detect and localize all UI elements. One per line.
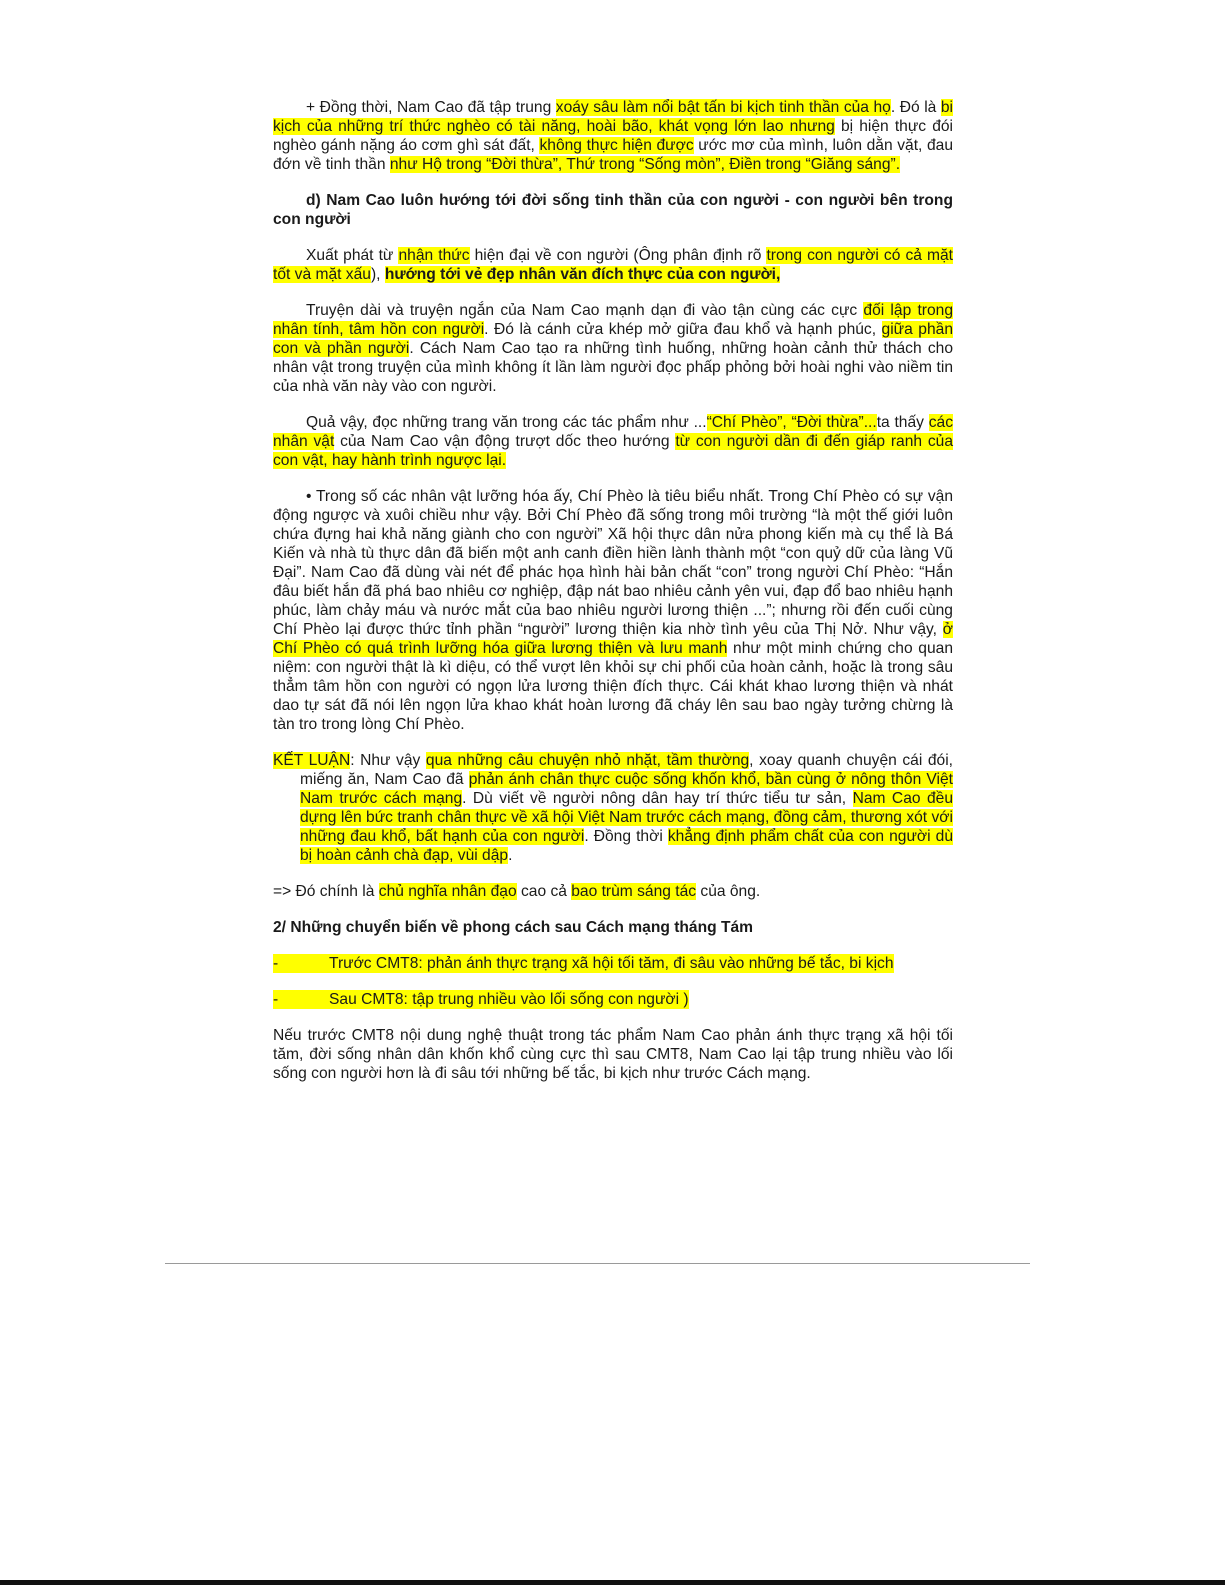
highlighted-text: bi kịch của những trí thức nghèo có tài năng, hoài bão, khát vọng lớn lao nhưng (273, 99, 954, 135)
text-run: + Đồng thời, Nam Cao đã tập trung (306, 99, 556, 116)
bullet-sau-cmt8 (273, 990, 953, 1009)
highlighted-text: khẳng định phẩm chất của con người dù bị hoàn cảnh chà đạp, vùi dập (300, 828, 953, 864)
paragraph-summary: Nếu trước CMT8 nội dung nghệ thuật trong tác phẩm Nam Cao phản ánh thực trạng xã hội tối tăm, đời sống nhân dân khốn khổ cùng cực thì sau CMT8, Nam Cao lại tập trung nhiều vào lối sống con người hơn là đi sâu tới những bế tắc, bi kịch như trước Cách mạng. (273, 1027, 953, 1082)
text-run: • Trong số các nhân vật lưỡng hóa ấy, Chí Phèo là tiêu biểu nhất. Trong Chí Phèo có sự vận động ngược và xuôi chiều như vậy. Bởi Chí Phèo đã sống trong môi trường “là một thế giới luôn chứa đựng hai khả năng giành cho con người” Xã hội thực dân nửa phong kiến mà cụ thể là Bá Kiến và nhà tù thực dân đã biến một anh canh điền hiền lành thành một “con quỷ dữ của làng Vũ Đại”. Nam Cao đã dùng vài nét để phác họa hình hài bản chất “con” trong người Chí Phèo: “Hắn đâu biết hắn đã phá bao nhiêu cơ nghiệp, đập nát bao nhiêu cảnh yên vui, đạp đổ bao nhiêu hạnh phúc, làm chảy máu và nước mắt của bao nhiêu người lương thiện ...”; nhưng rồi đến cuối cùng Chí Phèo lại được thức tỉnh phần “người” lương thiện kia nhờ tình yêu của Thị Nở. Như vậy, (273, 488, 953, 638)
bullet-dash: - (273, 991, 279, 1008)
paragraph-chi-pheo (273, 487, 953, 734)
text-run: Truyện dài và truyện ngắn của Nam Cao mạnh dạn đi vào tận cùng các cực (306, 302, 864, 319)
text-run: ta thấy (876, 414, 929, 431)
page-bottom-edge (0, 1580, 1225, 1585)
text-run: , xoay quanh chuyện cái đói, miếng ăn, Nam Cao đã (300, 752, 954, 788)
highlighted-text: chủ nghĩa nhân đạo (378, 883, 517, 900)
text-run: . Đó là cánh cửa khép mở giữa đau khổ và hạnh phúc, (484, 321, 882, 338)
highlighted-bold-text: hướng tới vẻ đẹp nhân văn đích thực của con người, (384, 266, 781, 283)
highlighted-text: Nam Cao đều (852, 790, 953, 807)
paragraph-ket-luan (273, 751, 953, 865)
highlighted-text: “Chí Phèo”, “Đời thừa”... (706, 414, 877, 431)
text-run: bị hiện thực đói nghèo gánh nặng áo cơm ghì sát đất, (273, 118, 954, 154)
highlighted-text: xoáy sâu làm nổi bật tấn bi kịch tinh thần của họ (555, 99, 891, 116)
text-run: Quả vậy, đọc những trang văn trong các tác phẩm như ... (306, 414, 707, 431)
text-run: của ông. (696, 883, 761, 900)
document-body (273, 98, 953, 1100)
section-heading-2: 2/ Những chuyển biến về phong cách sau Cách mạng tháng Tám (273, 919, 754, 936)
highlighted-text: không thực hiện được (539, 137, 694, 154)
text-run: . (508, 847, 513, 864)
bullet-text: Sau CMT8: tập trung nhiều vào lối sống con người ) (329, 991, 689, 1008)
text-run: ước mơ của mình, luôn dằn vặt, đau đớn về tinh thần (273, 137, 954, 173)
highlighted-text: phản ánh chân thực cuộc sống khốn khổ, bần cùng ở nông thôn Việt Nam trước cách mạng (300, 771, 954, 807)
highlighted-text: các nhân vật (273, 414, 953, 450)
text-run: của Nam Cao vận động trượt dốc theo hướng (334, 433, 676, 450)
bullet-truoc-cmt8 (273, 954, 953, 973)
highlighted-text: từ con người dần đi đến giáp ranh của con vật, hay hành trình ngược lại. (273, 433, 953, 469)
paragraph-truyen-dai (273, 301, 953, 396)
text-run: . Đó là (890, 99, 941, 116)
highlighted-text: qua những câu chuyện nhỏ nhặt, tầm thường (425, 752, 750, 769)
text-run: => Đó chính là (273, 883, 379, 900)
text-run: . Đồng thời (584, 828, 668, 845)
highlighted-text: trong con người có cả mặt tốt và mặt xấu (273, 247, 954, 283)
paragraph-nhan-dao (273, 882, 953, 901)
highlighted-text: ở Chí Phèo có quá trình lưỡng hóa giữa lương thiện và lưu manh (273, 621, 953, 657)
text-run: . Cách Nam Cao tạo ra những tình huống, những hoàn cảnh thử thách cho nhân vật trong truyện của mình không ít lần làm người đọc phấp phỏng bởi hoài nghi vào niềm tin của nhà văn này vào con người. (273, 340, 953, 395)
text-run: hiện đại về con người (Ông phân định rõ (469, 247, 767, 264)
text-run: : Như vậy (350, 752, 426, 769)
text-run: cao cả (516, 883, 572, 900)
paragraph-qua-vay (273, 413, 953, 470)
paragraph-bi-kich-tinh-than (273, 98, 953, 174)
text-run: Xuất phát từ (306, 247, 399, 264)
footer-rule (165, 1263, 1030, 1264)
highlighted-text: nhận thức (398, 247, 470, 264)
highlighted-text: như Hộ trong “Đời thừa”, Thứ trong “Sống mòn”, Điền trong “Giăng sáng”. (389, 156, 901, 173)
section-heading-d: d) Nam Cao luôn hướng tới đời sống tinh thần của con người - con người bên trong con người (273, 192, 953, 228)
conclusion-label: KẾT LUẬN (273, 752, 351, 769)
highlighted-text: giữa phần con và phần người (273, 321, 953, 357)
highlighted-text: đối lập trong nhân tính, tâm hồn con người (273, 302, 953, 338)
text-run: . Dù viết về người nông dân hay trí thức tiểu tư sản, (462, 790, 853, 807)
highlighted-text: dựng lên bức tranh chân thực về xã hội Việt Nam trước cách mạng, đồng cảm, thương xót với những đau khổ, bất hạnh của con người (300, 809, 953, 845)
highlighted-text: bao trùm sáng tác (571, 883, 697, 900)
bullet-dash: - (273, 955, 279, 972)
bullet-text: Trước CMT8: phản ánh thực trạng xã hội tối tăm, đi sâu vào những bế tắc, bi kịch (329, 955, 894, 972)
text-run: ), (370, 266, 385, 283)
text-run: như một minh chứng cho quan niệm: con người thật là kì diệu, có thể vượt lên khỏi sự chi phối của hoàn cảnh, hoặc là trong sâu thẳm tâm hồn con người có ngọn lửa lương thiện đích thực. Cái khát khao lương thiện và nhát dao tự sát đã nói lên ngọn lửa khao khát hoàn lương đã cháy lên sau bao ngày tưởng chừng là tàn tro trong lòng Chí Phèo. (273, 640, 953, 733)
paragraph-nhan-thuc (273, 246, 953, 284)
